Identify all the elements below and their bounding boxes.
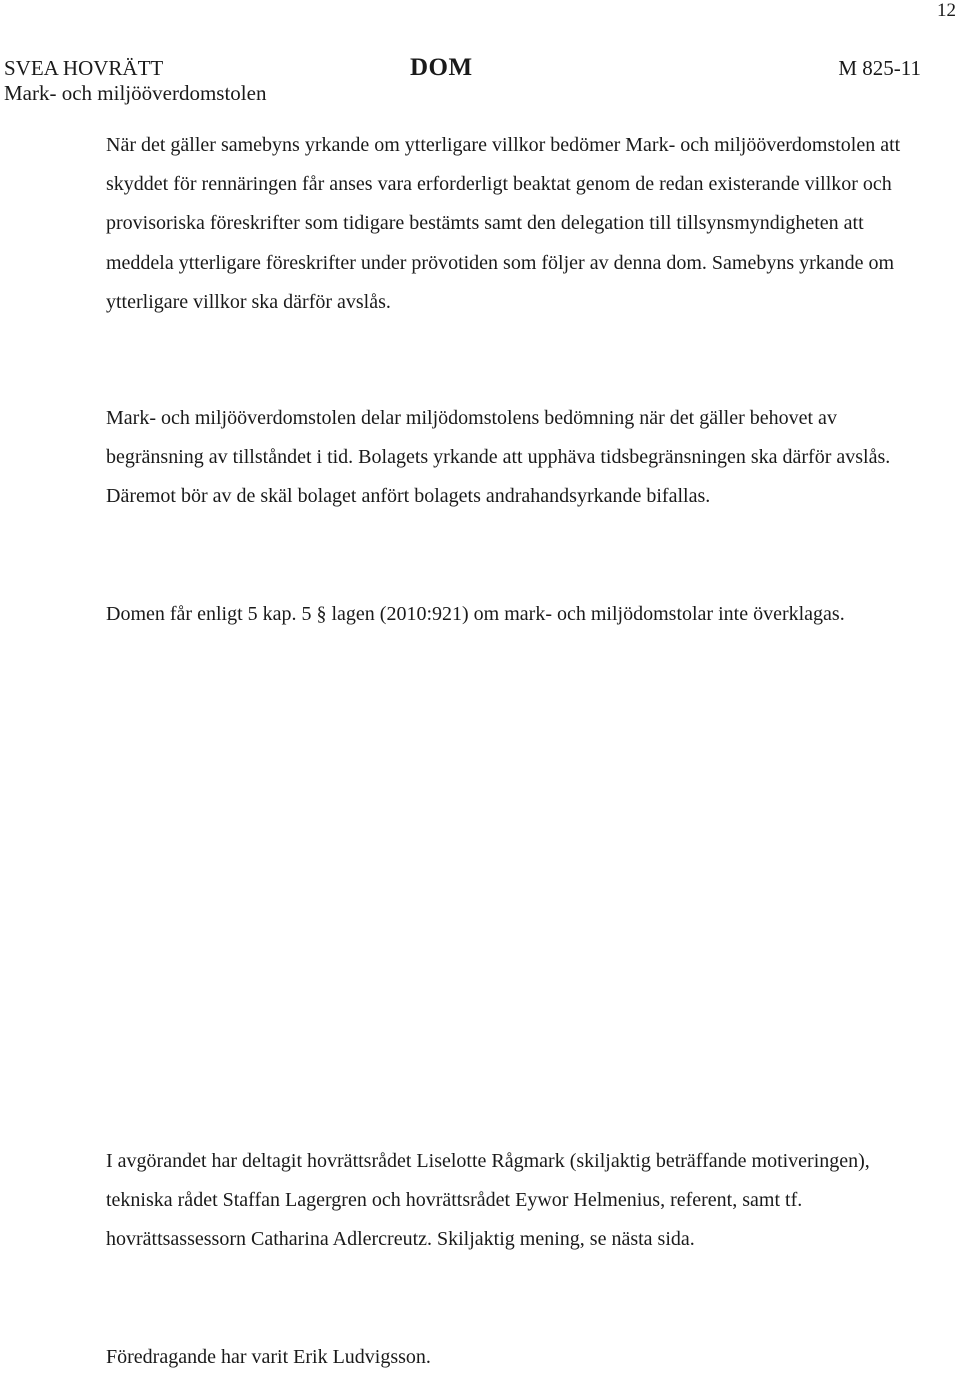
paragraph-samebyn-yrkande: När det gäller samebyns yrkande om ytterligare villkor bedömer Mark- och miljööverdomstolen att skyddet för rennäringen får anses vara erforderligt beaktat genom de redan existerande villkor och provisoriska föreskrifter som tidigare bestämts samt den delegation till tillsynsmyndigheten att meddela ytterligare föreskrifter under prövotiden som följer av denna dom. Samebyns yrkande om ytterligare villkor ska därför avslås. [106, 134, 901, 313]
paragraph-tidsbegransning: Mark- och miljööverdomstolen delar miljödomstolens bedömning när det gäller behovet av begränsning av tillståndet i tid. Bolagets yrkande att upphäva tidsbegränsningen ska därför avslås. Däremot bör av de skäl bolaget anfört bolagets andrahandsyrkande bifallas. [106, 407, 891, 508]
page-number: 12 [937, 0, 956, 21]
paragraph-deltagande-domare: I avgörandet har deltagit hovrättsrådet Liselotte Rågmark (skiljaktig beträffande motiveringen), tekniska rådet Staffan Lagergren och hovrättsrådet Eywor Helmenius, referent, samt tf. hovrättsassessorn Catharina Adlercreutz. Skiljaktig mening, se nästa sida. [106, 1150, 870, 1251]
case-number: M 825-11 [838, 56, 921, 80]
court-subname: Mark- och miljööverdomstolen [4, 81, 267, 105]
paragraph-overklagande: Domen får enligt 5 kap. 5 § lagen (2010:921) om mark- och miljödomstolar inte överklagas. [106, 603, 845, 625]
paragraph-foredragande: Föredragande har varit Erik Ludvigsson. [106, 1346, 431, 1368]
document-type: DOM [410, 54, 473, 81]
court-name: SVEA HOVRÄTT [4, 56, 164, 80]
